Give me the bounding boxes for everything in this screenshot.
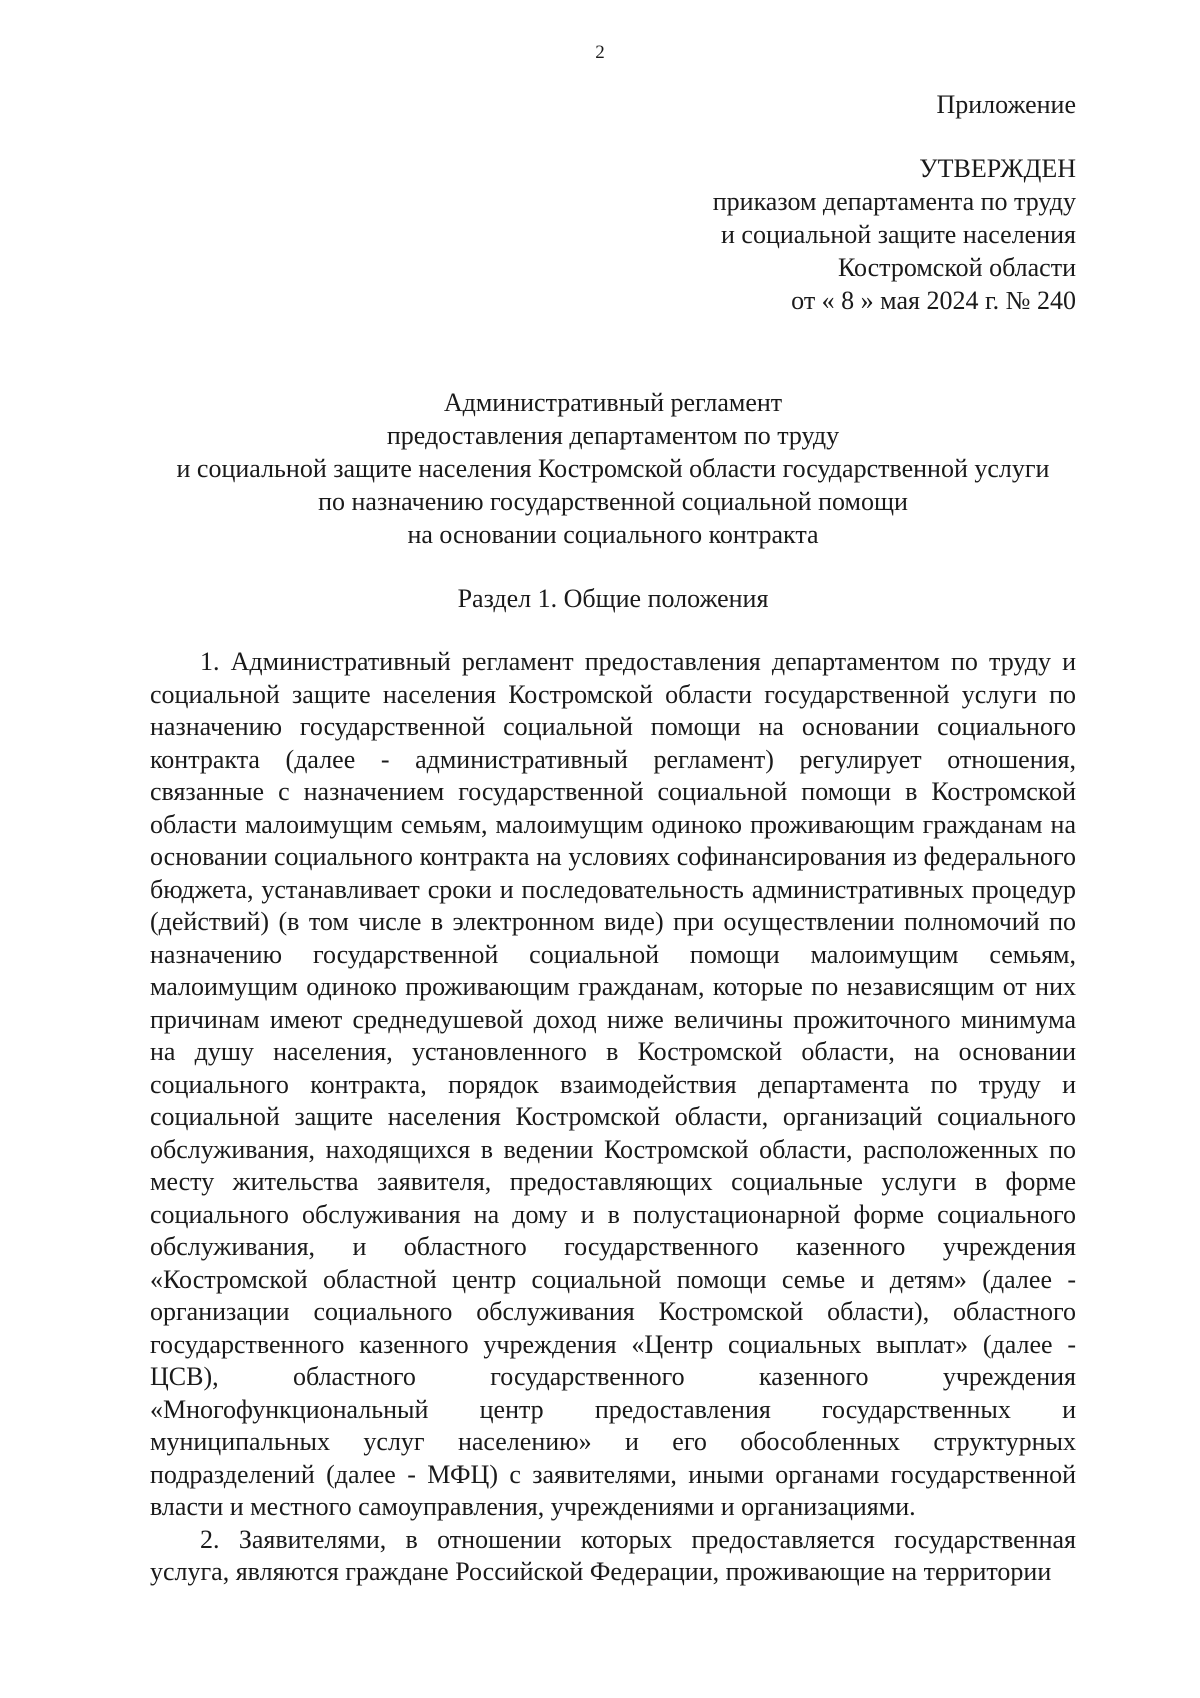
approval-stamp-block: [476, 88, 1076, 317]
section-heading: Раздел 1. Общие положения: [457, 584, 769, 613]
approval-line-4: от « 8 » мая 2024 г. № 240: [791, 286, 1076, 315]
document-title: [150, 386, 1076, 551]
paragraph-1: 1. Административный регламент предоставления департаментом по труду и социальной защите населения Костромской области государственной услуги по назначению государственной социальной помощи на основании социального контракта (далее - административный регламент) регулирует отношения, связанные с назначением государственной социальной помощи в Костромской области малоимущим семьям, малоимущим одиноко проживающим гражданам на основании социального контракта на условиях софинансирования из федерального бюджета, устанавливает сроки и последовательность административных процедур (действий) (в том числе в электронном виде) при осуществлении полномочий по назначению государственной социальной помощи малоимущим семьям, малоимущим одиноко проживающим гражданам, которые по независящим от них причинам имеют среднедушевой доход ниже величины прожиточного минимума на душу населения, установленного в Костромской области, на основании социального контракта, порядок взаимодействия департамента по труду и социальной защите населения Костромской области, организаций социального обслуживания, находящихся в ведении Костромской области, расположенных по месту жительства заявителя, предоставляющих социальные услуги в форме социального обслуживания на дому и в полустационарной форме социального обслуживания, и областного государственного казенного учреждения «Костромской областной центр социальной помощи семье и детям» (далее - организации социального обслуживания Костромской области), областного государственного казенного учреждения «Центр социальных выплат» (далее - ЦСВ), областного государственного казенного учреждения «Многофункциональный центр предоставления государственных и муниципальных услуг населению» и его обособленных структурных подразделений (далее - МФЦ) с заявителями, иными органами государственной власти и местного самоуправления, учреждениями и организациями.: [150, 647, 1076, 1521]
approval-line-1: приказом департамента по труду: [712, 187, 1076, 216]
approval-line-3: Костромской области: [837, 253, 1076, 282]
approval-line-2: и социальной защите населения: [720, 220, 1076, 249]
title-line-2: предоставления департаментом по труду: [386, 421, 840, 450]
title-line-3: и социальной защите населения Костромской области государственной услуги: [176, 454, 1050, 483]
annex-label: Приложение: [936, 90, 1076, 119]
body-text: [150, 646, 1076, 1589]
title-line-4: по назначению государственной социальной помощи: [318, 487, 908, 516]
approved-label: УТВЕРЖДЕН: [919, 154, 1076, 183]
page-number: 2: [595, 42, 605, 63]
title-line-1: Административный регламент: [443, 388, 783, 417]
title-line-5: на основании социального контракта: [407, 520, 819, 549]
paragraph-2: 2. Заявителями, в отношении которых предоставляется государственная услуга, являются граждане Российской Федерации, проживающие на территории: [150, 1524, 1076, 1586]
